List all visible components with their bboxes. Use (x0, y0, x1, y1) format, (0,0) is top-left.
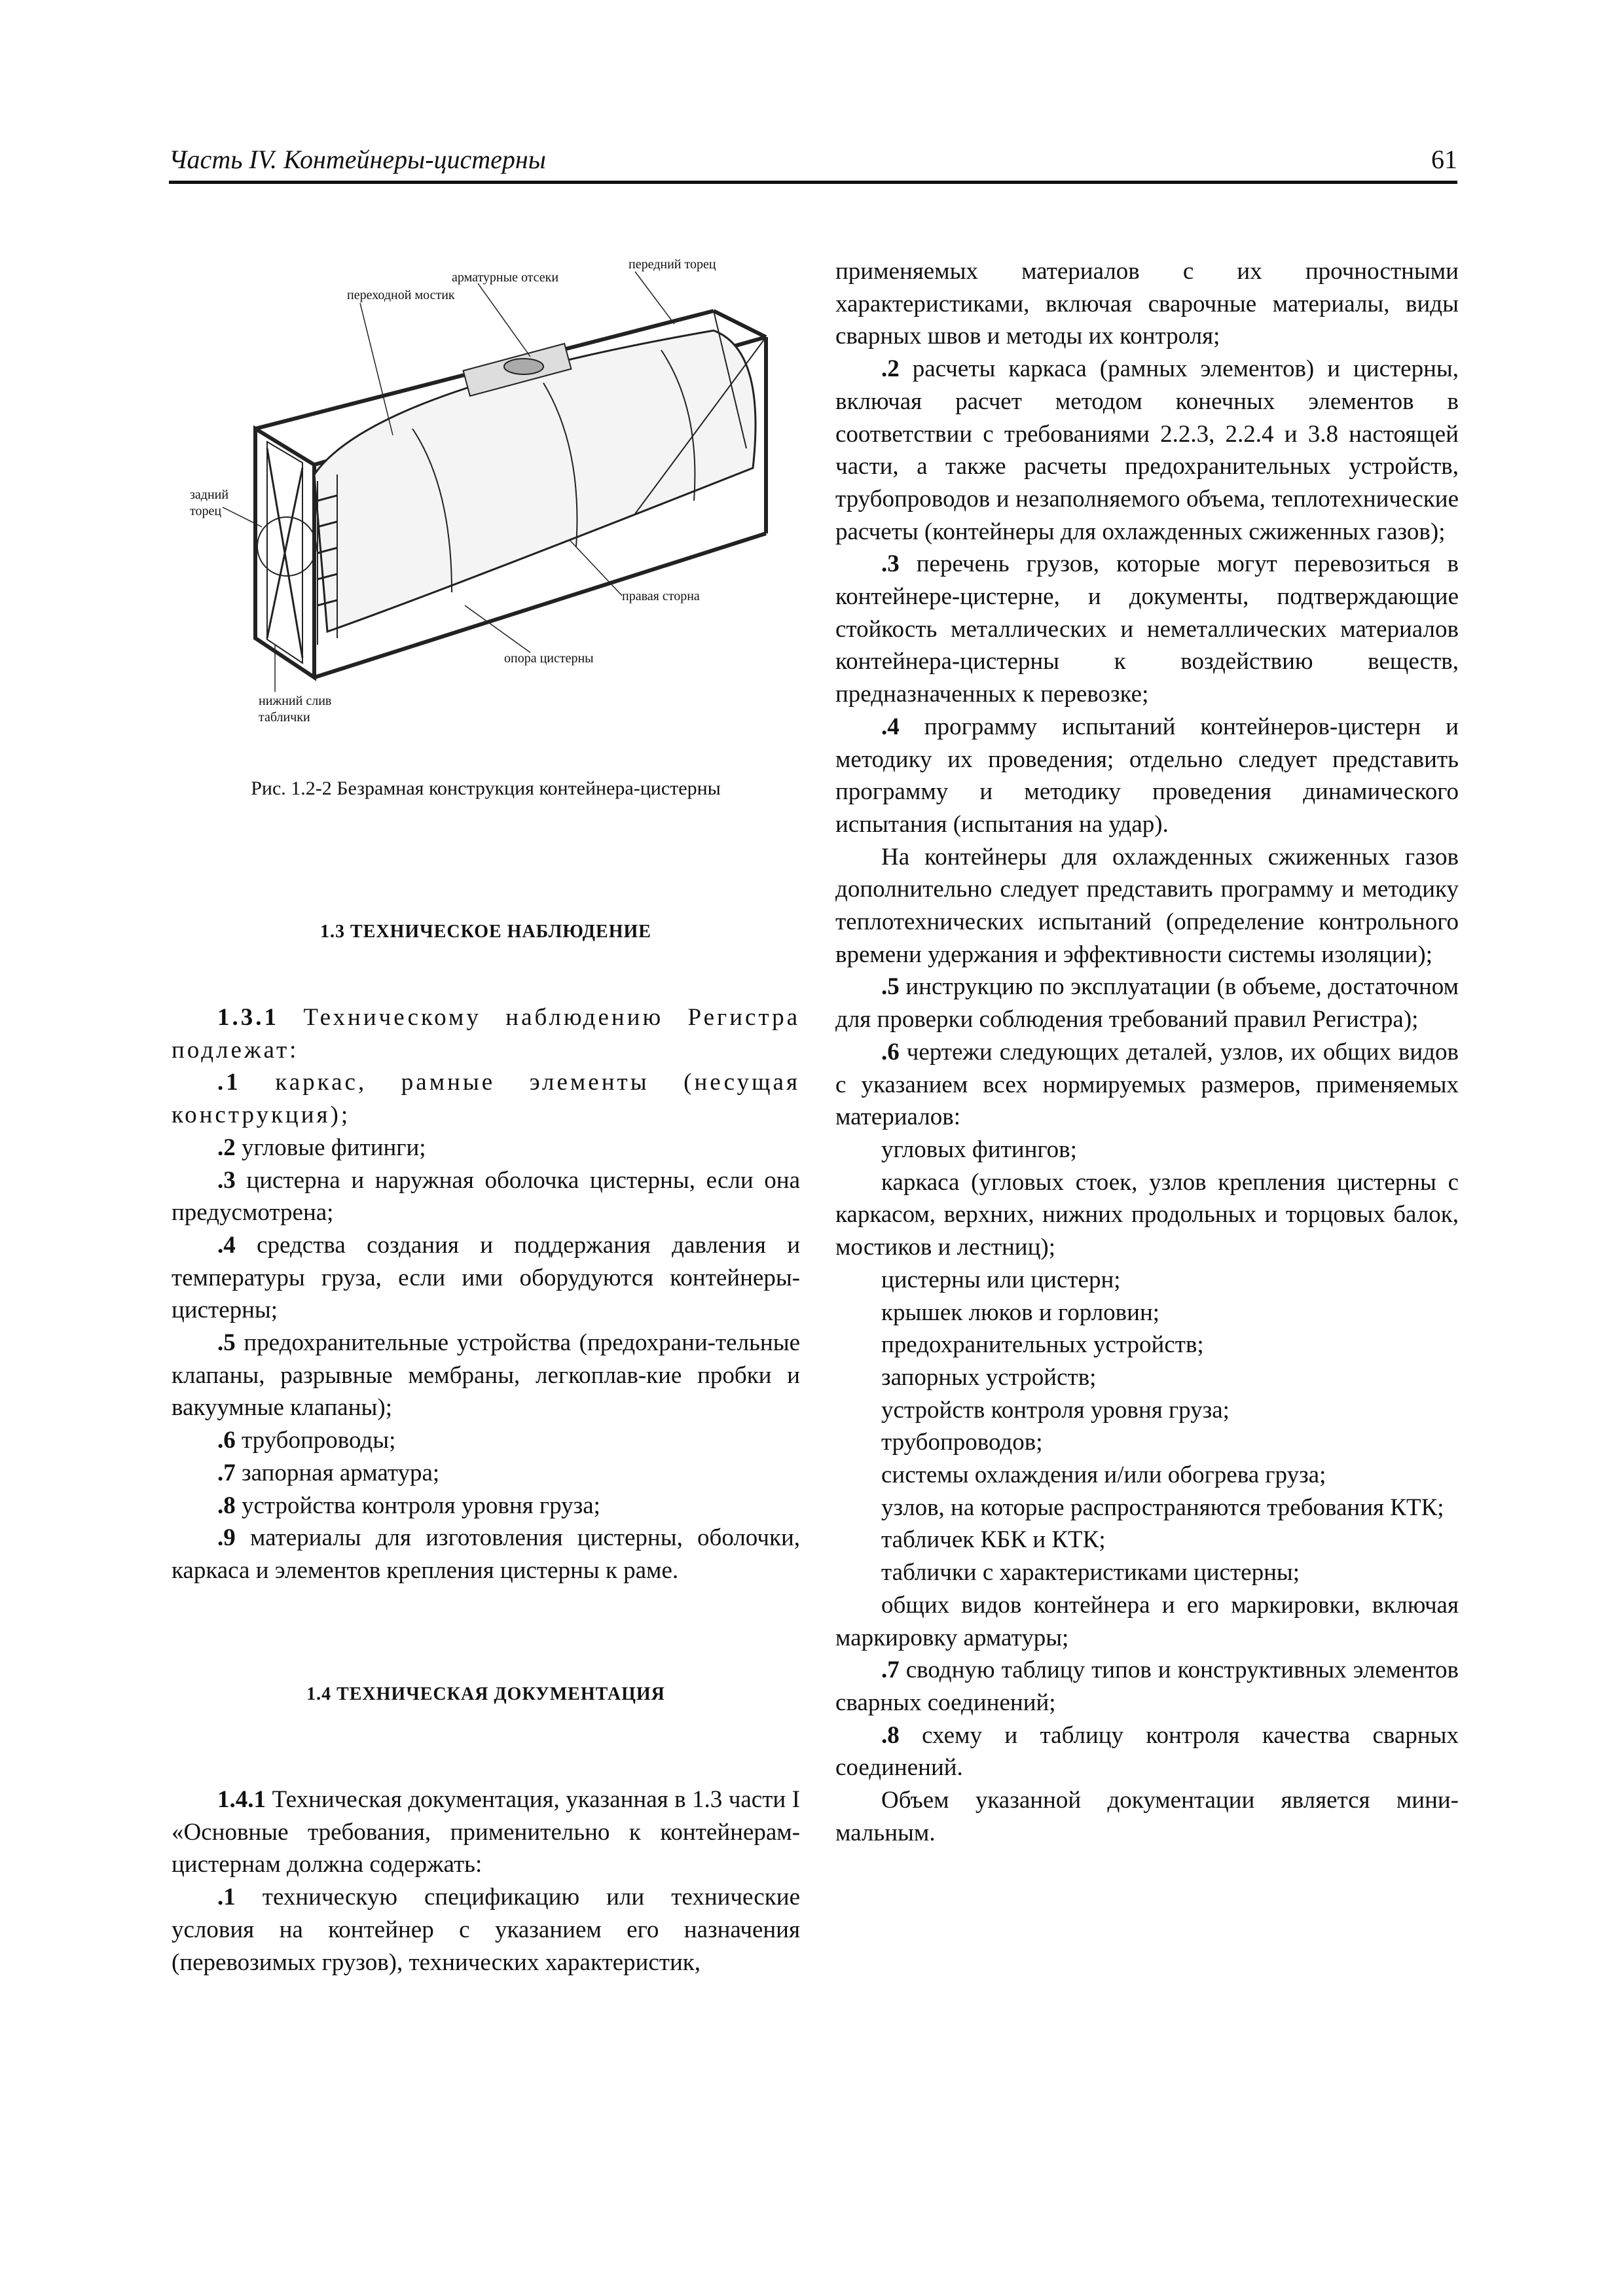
list-item: .1 техническую спецификацию или технические условия на контейнер с указанием его назначения (перевозимых грузов), технических характеристик, (172, 1884, 800, 1976)
list-item: .3 цистерна и наружная оболочка цистерны, если она предусмотрена; (172, 1166, 800, 1227)
list-item: .9 материалы для изготовления цистерны, оболочки, каркаса и элементов крепления цистерны к раме. (172, 1524, 800, 1584)
running-title: Часть IV. Контейнеры-цистерны (169, 145, 546, 174)
drawing-sublist-item: крышек люков и горловин; (881, 1299, 1160, 1326)
list-item: .4 программу испытаний контейнеров-цистерн и методику их проведения; отдельно следует представить программу и методику проведения динамического испытания (испытания на удар). (835, 713, 1459, 838)
list-item: .7 сводную таблицу типов и конструктивных элементов сварных соединений; (835, 1657, 1459, 1716)
list-item: .3 перечень грузов, которые могут перевозиться в контейнере-цистерне, и документы, подтверждающие стойкость металлических и неметаллических материалов контейнера-цистерны к воздействию веществ, предназначенных к перевозке; (835, 550, 1459, 708)
left-column (172, 1001, 800, 1587)
list-item: .6 чертежи следующих деталей, узлов, их общих видов с указанием всех нормируемых размеров, применяемых материалов: (835, 1038, 1459, 1131)
label-plates: таблички (259, 710, 310, 725)
drawing-sublist-item: общих видов контейнера и его маркировки, включая маркировку арматуры; (835, 1591, 1459, 1651)
figure-caption: Рис. 1.2-2 Безрамная конструкция контейнера-цистерны (251, 778, 721, 799)
paragraph-1-4-1: 1.4.1 Техническая документация, указанная в 1.3 части I «Основные требования, применительно к контейнерам-цистернам должна содержать: (172, 1786, 800, 1878)
label-rear-end-2: торец (190, 504, 222, 518)
section-heading-1-4: 1.4 ТЕХНИЧЕСКАЯ ДОКУМЕНТАЦИЯ (306, 1684, 665, 1704)
right-column (835, 255, 1459, 1849)
list-item: .8 устройства контроля уровня груза; (217, 1492, 600, 1519)
drawing-sublist-item: предохранительных устройств; (881, 1331, 1204, 1359)
drawing-sublist-item: системы охлаждения и/или обогрева груза; (881, 1462, 1326, 1489)
label-bottom-drain: нижний слив (259, 694, 332, 708)
list-item: .2 угловые фитинги; (217, 1134, 426, 1161)
drawing-sublist-item: запорных устройств; (881, 1363, 1097, 1391)
list-item: .5 инструкцию по эксплуатации (в объеме, достаточном для проверки соблюдения требований правил Регистра); (835, 973, 1459, 1033)
left-column-lower (172, 1784, 800, 1979)
list-item: .6 трубопроводы; (217, 1427, 396, 1454)
drawing-sublist-item: цистерны или цистерн; (881, 1266, 1121, 1293)
continued-paragraph: применяемых материалов с их прочностными характеристиками, включая сварочные материалы, виды сварных швов и методы их контроля; (835, 258, 1459, 350)
page-number: 61 (1431, 145, 1457, 174)
clause-number: 1.4.1 (217, 1786, 266, 1813)
drawing-sublist-item: устройств контроля уровня груза; (881, 1396, 1230, 1424)
final-paragraph: Объем указанной документации является мини-мальным. (835, 1787, 1459, 1846)
list-item: .7 запорная арматура; (217, 1459, 440, 1486)
list-item: .1 каркас, рамные элементы (несущая конструкция); (172, 1069, 800, 1129)
cryogenic-paragraph: На контейнеры для охлажденных сжиженных газов дополнительно следует представить программу и методику теплотехнических испытаний (определение контрольного времени удержания и эффективности системы изоляции); (835, 843, 1459, 968)
drawing-sublist-item: угловых фитингов; (881, 1136, 1077, 1163)
label-front-end: передний торец (629, 257, 716, 272)
label-valve-compartments: арматурные отсеки (452, 270, 559, 285)
drawing-sublist-item: узлов, на которые распространяются требования КТК; (881, 1494, 1444, 1521)
clause-number: 1.3.1 (217, 1004, 279, 1031)
drawing-sublist-item: табличек КБК и КТК; (881, 1526, 1106, 1554)
label-walkway: переходной мостик (347, 288, 455, 302)
drawing-sublist-item: каркаса (угловых стоек, узлов крепления цистерны с каркасом, верхних, нижних продольных и торцовых балок, мостиков и лестниц); (835, 1168, 1459, 1261)
list-item: .4 средства создания и поддержания давления и температуры груза, если ими оборудуются контейнеры-цистерны; (172, 1231, 800, 1324)
drawing-sublist-item: таблички с характеристиками цистерны; (881, 1559, 1300, 1587)
list-item: .8 схему и таблицу контроля качества сварных соединений. (835, 1721, 1459, 1782)
paragraph-1-3-1: 1.3.1 Техническому наблюдению Регистра подлежат: (172, 1004, 800, 1064)
tank-container-drawing (177, 252, 795, 736)
drawing-sublist-item: трубопроводов; (881, 1429, 1043, 1456)
list-item: .5 предохранительные устройства (предохрани-тельные клапаны, разрывные мембраны, легкоплав-кие пробки и вакуумные клапаны); (172, 1329, 800, 1422)
section-heading-1-3: 1.3 ТЕХНИЧЕСКОЕ НАБЛЮДЕНИЕ (320, 922, 651, 942)
tank-container-figure (177, 252, 795, 736)
list-item: .2 расчеты каркаса (рамных элементов) и цистерны, включая расчет методом конечных элементов в соответствии с требованиями 2.2.3, 2.2.4 и 3.8 настоящей части, а также расчеты предохранительных устройств, трубопроводов и незаполняемого объема, теплотехнические расчеты (контейнеры для охлажденных сжиженных газов); (835, 355, 1459, 545)
page-header (169, 143, 1457, 184)
label-rear-end-1: задний (190, 488, 229, 502)
label-tank-support: опора цистерны (504, 651, 594, 666)
label-right-side: правая сторна (622, 589, 700, 603)
